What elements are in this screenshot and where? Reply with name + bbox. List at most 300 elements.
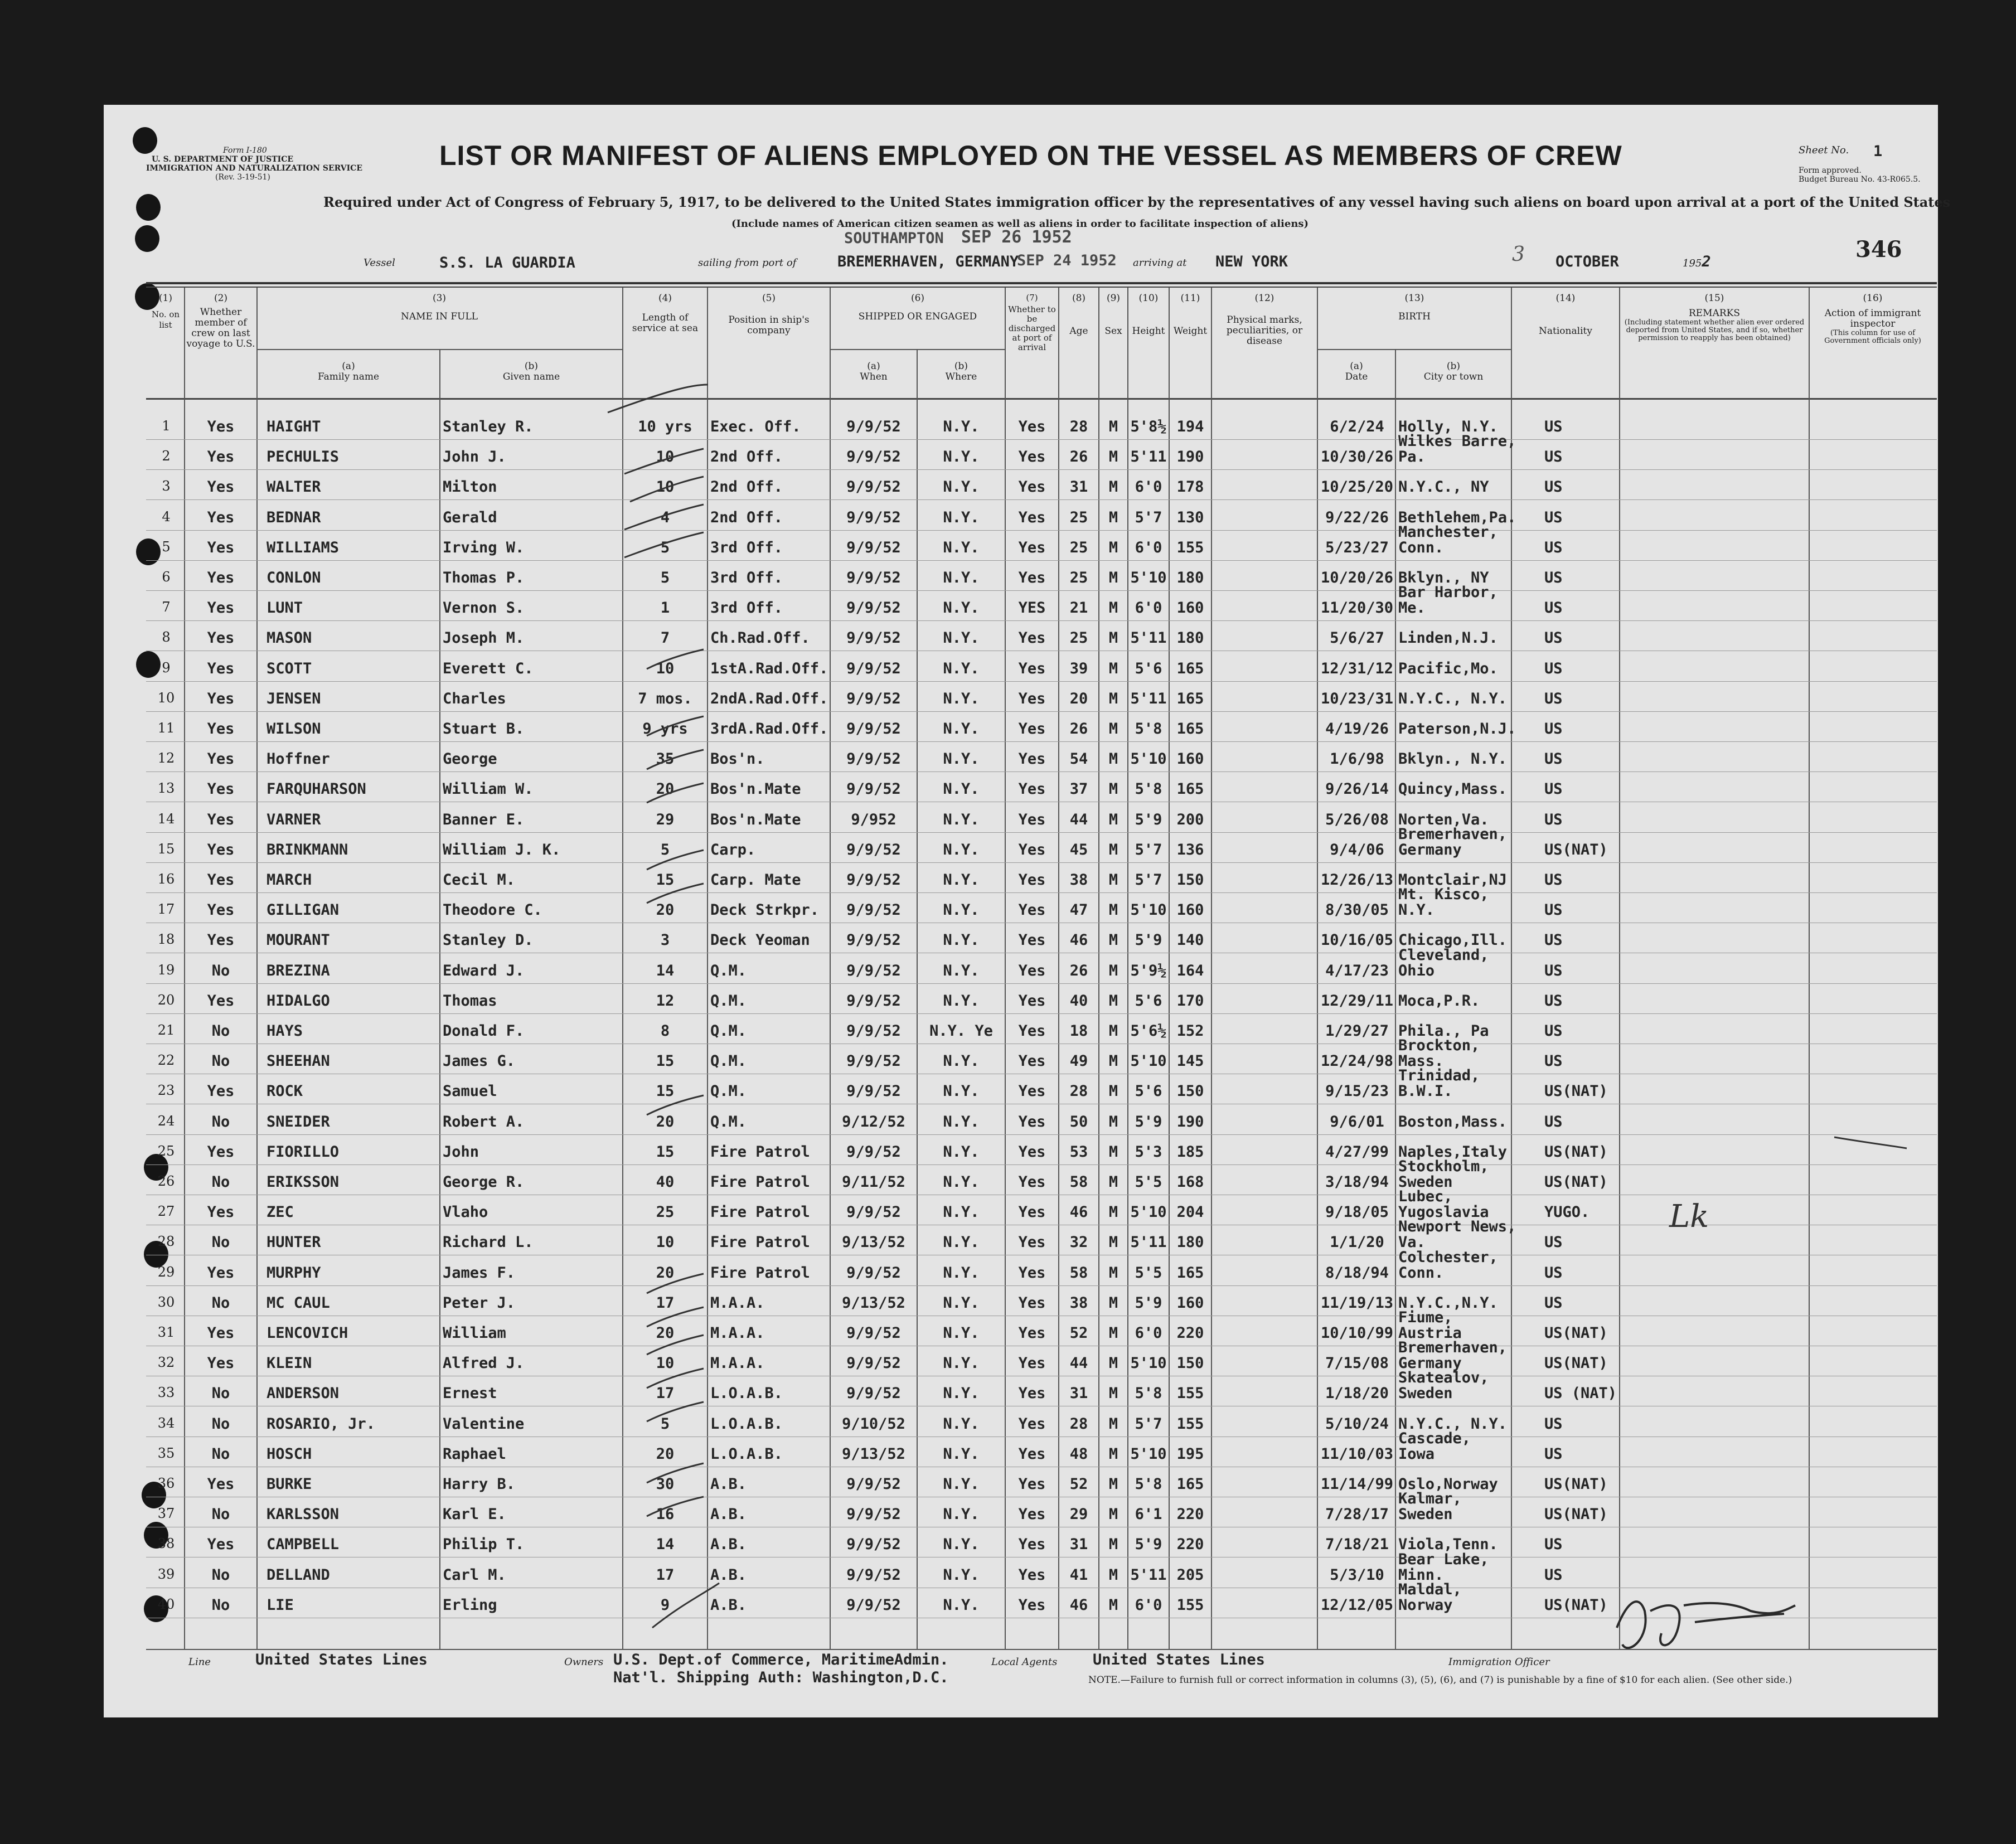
col6a-title: When <box>860 371 888 382</box>
col3-title: NAME IN FULL <box>400 311 478 322</box>
nationality-cell: YUGO. <box>1544 1204 1590 1221</box>
given-name-cell: Alfred J. <box>443 1355 525 1372</box>
sex-cell: M <box>1108 448 1118 465</box>
col3b-number: (b) <box>524 361 539 372</box>
position-cell: M.A.A. <box>710 1355 765 1372</box>
departure-stamp-date: SEP 26 1952 <box>961 227 1072 247</box>
row-number: 20 <box>157 992 175 1008</box>
service-length-cell: 20 <box>656 1445 675 1463</box>
given-name-cell: Thomas P. <box>443 569 525 586</box>
birth-city-upper-cell: Trinidad, <box>1398 1067 1480 1084</box>
birth-city-cell: N.Y. <box>1398 901 1435 919</box>
nationality-cell: US(NAT) <box>1544 1506 1608 1523</box>
service-length-cell: 20 <box>656 901 675 919</box>
age-cell: 28 <box>1069 1083 1088 1100</box>
shipped-where-cell: N.Y. <box>943 629 980 647</box>
col7-number: (7) <box>1026 293 1038 303</box>
birth-date-cell: 10/10/99 <box>1320 1324 1394 1342</box>
service-length-cell: 9 <box>660 1596 670 1614</box>
shipped-where-cell: N.Y. <box>943 901 980 919</box>
col8-title: Age <box>1069 326 1088 337</box>
birth-city-cell: N.Y.C., N.Y. <box>1398 1415 1508 1433</box>
shipped-when-cell: 9/9/52 <box>846 1476 901 1493</box>
col6-title: SHIPPED OR ENGAGED <box>858 311 977 322</box>
discharge-cell: Yes <box>1018 478 1046 496</box>
agents-value: United States Lines <box>1093 1651 1265 1668</box>
shipped-where-cell: N.Y. <box>943 1204 980 1221</box>
discharge-cell: Yes <box>1018 1052 1046 1070</box>
age-cell: 28 <box>1069 1415 1088 1433</box>
shipped-when-cell: 9/9/52 <box>846 599 901 617</box>
nationality-cell: US(NAT) <box>1544 1083 1608 1100</box>
prev-voyage-cell: No <box>211 1052 230 1070</box>
shipped-when-cell: 9/10/52 <box>842 1415 905 1433</box>
age-cell: 49 <box>1069 1052 1088 1070</box>
weight-cell: 180 <box>1176 629 1204 647</box>
age-cell: 21 <box>1069 599 1088 617</box>
col2-title: Whether member of crew on last voyage to U.S. <box>186 307 255 350</box>
height-cell: 5'10 <box>1130 1355 1167 1372</box>
given-name-cell: Stanley D. <box>443 931 534 949</box>
weight-cell: 168 <box>1176 1173 1204 1191</box>
service-length-cell: 5 <box>660 569 670 586</box>
prev-voyage-cell: Yes <box>207 1143 235 1161</box>
col13b-number: (b) <box>1446 361 1461 372</box>
sex-cell: M <box>1108 539 1118 556</box>
row-number: 11 <box>157 720 175 736</box>
birth-city-cell: Germany <box>1398 841 1462 858</box>
position-cell: L.O.A.B. <box>710 1385 783 1402</box>
shipped-where-cell: N.Y. <box>943 1324 980 1342</box>
prev-voyage-cell: Yes <box>207 841 235 858</box>
shipped-where-cell: N.Y. <box>943 841 980 858</box>
sex-cell: M <box>1108 660 1118 677</box>
prev-voyage-cell: Yes <box>207 660 235 677</box>
nationality-cell: US(NAT) <box>1544 1324 1608 1342</box>
family-name-cell: LENCOVICH <box>266 1324 348 1342</box>
col15-number: (15) <box>1704 293 1724 304</box>
discharge-cell: Yes <box>1018 1324 1046 1342</box>
shipped-when-cell: 9/952 <box>851 811 896 828</box>
shipped-where-cell: N.Y. <box>943 1294 980 1312</box>
line-value: United States Lines <box>255 1651 428 1668</box>
weight-cell: 190 <box>1176 1113 1204 1130</box>
col13b-title: City or town <box>1423 371 1484 382</box>
row-number: 19 <box>157 962 175 978</box>
arrival-day: 3 <box>1512 243 1525 266</box>
age-cell: 41 <box>1069 1566 1088 1584</box>
owners-value-line2: Nat'l. Shipping Auth: Washington,D.C. <box>613 1669 949 1686</box>
birth-city-cell: Va. <box>1398 1234 1426 1251</box>
prev-voyage-cell: Yes <box>207 1536 235 1553</box>
sex-cell: M <box>1108 1264 1118 1282</box>
discharge-cell: Yes <box>1018 690 1046 707</box>
prev-voyage-cell: Yes <box>207 448 235 465</box>
given-name-cell: Samuel <box>443 1083 497 1100</box>
discharge-cell: Yes <box>1018 931 1046 949</box>
age-cell: 20 <box>1069 690 1088 707</box>
discharge-cell: Yes <box>1018 1264 1046 1282</box>
nationality-cell: US(NAT) <box>1544 1596 1608 1614</box>
shipped-where-cell: N.Y. <box>943 1234 980 1251</box>
birth-date-cell: 12/29/11 <box>1320 992 1394 1010</box>
prev-voyage-cell: No <box>211 1596 230 1614</box>
nationality-cell: US <box>1544 1264 1563 1282</box>
row-number: 31 <box>157 1324 175 1340</box>
family-name-cell: HOSCH <box>266 1445 312 1463</box>
family-name-cell: SCOTT <box>266 660 312 677</box>
birth-city-cell: Boston,Mass. <box>1398 1113 1508 1130</box>
birth-city-cell: Sweden <box>1398 1506 1453 1523</box>
given-name-cell: Philip T. <box>443 1536 525 1553</box>
position-cell: Q.M. <box>710 1113 747 1130</box>
given-name-cell: Vernon S. <box>443 599 525 617</box>
sex-cell: M <box>1108 1445 1118 1463</box>
position-cell: 3rd Off. <box>710 569 783 586</box>
prev-voyage-cell: Yes <box>207 569 235 586</box>
row-number: 16 <box>157 871 175 887</box>
height-cell: 5'10 <box>1130 569 1167 586</box>
shipped-when-cell: 9/9/52 <box>846 750 901 768</box>
birth-date-cell: 9/15/23 <box>1325 1083 1389 1100</box>
shipped-where-cell: N.Y. <box>943 478 980 496</box>
discharge-cell: Yes <box>1018 811 1046 828</box>
birth-city-cell: Viola,Tenn. <box>1398 1536 1498 1553</box>
col12-number: (12) <box>1254 293 1274 304</box>
col8-number: (8) <box>1072 293 1086 304</box>
shipped-when-cell: 9/9/52 <box>846 1566 901 1584</box>
birth-city-upper-cell: Mt. Kisco, <box>1398 886 1489 903</box>
service-length-cell: 10 <box>656 1234 675 1251</box>
weight-cell: 185 <box>1176 1143 1204 1161</box>
age-cell: 45 <box>1069 841 1088 858</box>
given-name-cell: Carl M. <box>443 1566 506 1584</box>
birth-date-cell: 8/18/94 <box>1325 1264 1389 1282</box>
shipped-where-cell: N.Y. <box>943 1596 980 1614</box>
row-number: 26 <box>157 1173 175 1189</box>
shipped-where-cell: N.Y. <box>943 1385 980 1402</box>
birth-date-cell: 5/6/27 <box>1330 629 1384 647</box>
birth-city-cell: Austria <box>1398 1324 1462 1342</box>
shipped-when-cell: 9/9/52 <box>846 1506 901 1523</box>
discharge-cell: Yes <box>1018 720 1046 737</box>
height-cell: 5'8½ <box>1130 418 1167 435</box>
birth-date-cell: 4/17/23 <box>1325 962 1389 979</box>
row-number: 32 <box>157 1355 175 1370</box>
shipped-where-cell: N.Y. <box>943 1143 980 1161</box>
birth-city-cell: Bethlehem,Pa. <box>1398 509 1516 526</box>
shipped-where-cell: N.Y. <box>943 1355 980 1372</box>
prev-voyage-cell: Yes <box>207 509 235 526</box>
service-length-cell: 30 <box>656 1476 675 1493</box>
birth-city-upper-cell: Colchester, <box>1398 1249 1498 1266</box>
row-number: 22 <box>157 1052 175 1068</box>
weight-cell: 164 <box>1176 962 1204 979</box>
vessel-label: Vessel <box>364 257 395 269</box>
row-number: 18 <box>157 931 175 947</box>
family-name-cell: KARLSSON <box>266 1506 340 1523</box>
revision-line: (Rev. 3-19-51) <box>215 173 270 182</box>
sex-cell: M <box>1108 1022 1118 1040</box>
discharge-cell: Yes <box>1018 1173 1046 1191</box>
discharge-cell: Yes <box>1018 1596 1046 1614</box>
prev-voyage-cell: Yes <box>207 418 235 435</box>
nationality-cell: US <box>1544 901 1563 919</box>
nationality-cell: US <box>1544 931 1563 949</box>
position-cell: 3rdA.Rad.Off. <box>710 720 828 737</box>
discharge-cell: Yes <box>1018 780 1046 798</box>
birth-city-cell: Linden,N.J. <box>1398 629 1498 647</box>
birth-date-cell: 12/31/12 <box>1320 660 1394 677</box>
shipped-where-cell: N.Y. <box>943 448 980 465</box>
given-name-cell: Charles <box>443 690 506 707</box>
shipped-where-cell: N.Y. <box>943 509 980 526</box>
age-cell: 32 <box>1069 1234 1088 1251</box>
nationality-cell: US <box>1544 1445 1563 1463</box>
service-length-cell: 10 <box>656 448 675 465</box>
col6-number: (6) <box>910 293 925 304</box>
age-cell: 31 <box>1069 478 1088 496</box>
weight-cell: 150 <box>1176 871 1204 889</box>
position-cell: Q.M. <box>710 1052 747 1070</box>
given-name-cell: George <box>443 750 497 768</box>
age-cell: 58 <box>1069 1173 1088 1191</box>
col7-title: Whether to be discharged at port of arrival <box>1008 304 1056 352</box>
family-name-cell: HIDALGO <box>266 992 330 1010</box>
nationality-cell: US <box>1544 720 1563 737</box>
department-line: U. S. DEPARTMENT OF JUSTICE <box>152 155 294 164</box>
service-length-cell: 12 <box>656 992 675 1010</box>
nationality-cell: US <box>1544 871 1563 889</box>
row-number: 30 <box>157 1294 175 1310</box>
discharge-cell: Yes <box>1018 841 1046 858</box>
shipped-where-cell: N.Y. <box>943 720 980 737</box>
height-cell: 5'9½ <box>1130 962 1167 979</box>
arrival-month: OCTOBER <box>1555 253 1619 270</box>
birth-date-cell: 10/23/31 <box>1320 690 1394 707</box>
nationality-cell: US <box>1544 448 1563 465</box>
weight-cell: 165 <box>1176 660 1204 677</box>
service-length-cell: 16 <box>656 1506 675 1523</box>
age-cell: 25 <box>1069 629 1088 647</box>
service-length-cell: 8 <box>660 1022 670 1040</box>
shipped-where-cell: N.Y. <box>943 539 980 556</box>
height-cell: 5'9 <box>1135 1294 1162 1312</box>
height-cell: 5'11 <box>1130 1566 1167 1584</box>
birth-city-upper-cell: Maldal, <box>1398 1581 1462 1598</box>
age-cell: 58 <box>1069 1264 1088 1282</box>
col9-number: (9) <box>1106 293 1121 304</box>
col6a-number: (a) <box>867 361 880 372</box>
prev-voyage-cell: Yes <box>207 1355 235 1372</box>
birth-city-upper-cell: Manchester, <box>1398 523 1498 541</box>
family-name-cell: MARCH <box>266 871 312 889</box>
nationality-cell: US <box>1544 629 1563 647</box>
col10-title: Height <box>1132 326 1165 337</box>
service-length-cell: 17 <box>656 1294 675 1312</box>
nationality-cell: US <box>1544 750 1563 768</box>
position-cell: Q.M. <box>710 962 747 979</box>
form-number: Form I-180 <box>223 146 267 155</box>
agents-label: Local Agents <box>991 1656 1058 1668</box>
family-name-cell: ROCK <box>266 1083 303 1100</box>
position-cell: 2nd Off. <box>710 509 783 526</box>
nationality-cell: US <box>1544 1052 1563 1070</box>
prev-voyage-cell: Yes <box>207 780 235 798</box>
col12-title: Physical marks, peculiarities, or disease <box>1226 314 1303 347</box>
family-name-cell: VARNER <box>266 811 321 828</box>
sex-cell: M <box>1108 509 1118 526</box>
birth-city-cell: Sweden <box>1398 1385 1453 1402</box>
family-name-cell: MOURANT <box>266 931 330 949</box>
nationality-cell: US <box>1544 1022 1563 1040</box>
shipped-where-cell: N.Y. <box>943 1083 980 1100</box>
weight-cell: 160 <box>1176 901 1204 919</box>
sex-cell: M <box>1108 901 1118 919</box>
shipped-when-cell: 9/11/52 <box>842 1173 905 1191</box>
row-number: 12 <box>157 750 175 766</box>
birth-city-cell: N.Y.C., N.Y. <box>1398 690 1508 707</box>
nationality-cell: US <box>1544 478 1563 496</box>
discharge-cell: Yes <box>1018 1294 1046 1312</box>
position-cell: A.B. <box>710 1596 747 1614</box>
sex-cell: M <box>1108 1052 1118 1070</box>
position-cell: 3rd Off. <box>710 539 783 556</box>
prev-voyage-cell: Yes <box>207 1324 235 1342</box>
height-cell: 5'11 <box>1130 1234 1167 1251</box>
birth-city-cell: Conn. <box>1398 1264 1444 1282</box>
nationality-cell: US <box>1544 690 1563 707</box>
birth-date-cell: 11/10/03 <box>1320 1445 1394 1463</box>
nationality-cell: US <box>1544 599 1563 617</box>
position-cell: A.B. <box>710 1506 747 1523</box>
prev-voyage-cell: Yes <box>207 599 235 617</box>
birth-city-upper-cell: Lubec, <box>1398 1188 1453 1205</box>
row-number: 21 <box>157 1022 175 1038</box>
position-cell: Q.M. <box>710 1022 747 1040</box>
birth-date-cell: 10/25/20 <box>1320 478 1394 496</box>
family-name-cell: DELLAND <box>266 1566 330 1584</box>
family-name-cell: FIORILLO <box>266 1143 340 1161</box>
shipped-where-cell: N.Y. <box>943 1052 980 1070</box>
row-number: 10 <box>157 690 175 706</box>
sex-cell: M <box>1108 931 1118 949</box>
prev-voyage-cell: Yes <box>207 811 235 828</box>
page-number: 346 <box>1855 236 1902 263</box>
col13a-number: (a) <box>1350 361 1363 372</box>
shipped-when-cell: 9/13/52 <box>842 1445 905 1463</box>
sex-cell: M <box>1108 1234 1118 1251</box>
height-cell: 5'9 <box>1135 931 1162 949</box>
shipped-when-cell: 9/9/52 <box>846 931 901 949</box>
sex-cell: M <box>1108 599 1118 617</box>
given-name-cell: Valentine <box>443 1415 525 1433</box>
birth-city-cell: Naples,Italy <box>1398 1143 1508 1161</box>
shipped-where-cell: N.Y. <box>943 1476 980 1493</box>
col1-title: No. on list <box>151 309 180 330</box>
given-name-cell: Stanley R. <box>443 418 534 435</box>
row-number: 2 <box>162 448 171 464</box>
col6b-number: (b) <box>954 361 968 372</box>
discharge-cell: Yes <box>1018 1083 1046 1100</box>
sex-cell: M <box>1108 962 1118 979</box>
birth-city-upper-cell: Kalmar, <box>1398 1490 1462 1507</box>
shipped-where-cell: N.Y. <box>943 1536 980 1553</box>
discharge-cell: Yes <box>1018 660 1046 677</box>
birth-city-cell: Pacific,Mo. <box>1398 660 1498 677</box>
birth-city-upper-cell: Cascade, <box>1398 1430 1471 1447</box>
line-label: Line <box>188 1656 211 1668</box>
row-number: 4 <box>162 509 171 525</box>
given-name-cell: Karl E. <box>443 1506 506 1523</box>
prev-voyage-cell: Yes <box>207 629 235 647</box>
age-cell: 38 <box>1069 871 1088 889</box>
shipped-where-cell: N.Y. <box>943 750 980 768</box>
family-name-cell: ROSARIO, Jr. <box>266 1415 376 1433</box>
shipped-when-cell: 9/9/52 <box>846 1022 901 1040</box>
height-cell: 5'5 <box>1135 1173 1162 1191</box>
departure-stamp-port: SOUTHAMPTON <box>844 230 944 247</box>
weight-cell: 165 <box>1176 690 1204 707</box>
sex-cell: M <box>1108 1113 1118 1130</box>
discharge-cell: Yes <box>1018 1566 1046 1584</box>
position-cell: Fire Patrol <box>710 1173 810 1191</box>
family-name-cell: ANDERSON <box>266 1385 340 1402</box>
weight-cell: 155 <box>1176 1385 1204 1402</box>
prev-voyage-cell: Yes <box>207 690 235 707</box>
position-cell: A.B. <box>710 1536 747 1553</box>
height-cell: 5'10 <box>1130 1445 1167 1463</box>
given-name-cell: Banner E. <box>443 811 525 828</box>
age-cell: 44 <box>1069 811 1088 828</box>
service-length-cell: 15 <box>656 1052 675 1070</box>
service-length-cell: 15 <box>656 1143 675 1161</box>
position-cell: Carp. Mate <box>710 871 801 889</box>
height-cell: 5'9 <box>1135 811 1162 828</box>
prev-voyage-cell: No <box>211 1022 230 1040</box>
shipped-when-cell: 9/9/52 <box>846 1324 901 1342</box>
prev-voyage-cell: Yes <box>207 1083 235 1100</box>
position-cell: Q.M. <box>710 992 747 1010</box>
position-cell: Q.M. <box>710 1083 747 1100</box>
sex-cell: M <box>1108 1506 1118 1523</box>
position-cell: Deck Yeoman <box>710 931 810 949</box>
col15-note: (Including statement whether alien ever ordered deported from United States, and if so, whether permission to reapply has been obtained) <box>1624 318 1805 342</box>
nationality-cell: US <box>1544 1234 1563 1251</box>
service-length-cell: 17 <box>656 1566 675 1584</box>
birth-city-cell: N.Y.C., NY <box>1398 478 1489 496</box>
sex-cell: M <box>1108 629 1118 647</box>
given-name-cell: James F. <box>443 1264 516 1282</box>
weight-cell: 155 <box>1176 539 1204 556</box>
weight-cell: 180 <box>1176 569 1204 586</box>
nationality-cell: US(NAT) <box>1544 1476 1608 1493</box>
service-length-cell: 3 <box>660 931 670 949</box>
shipped-when-cell: 9/9/52 <box>846 690 901 707</box>
shipped-when-cell: 9/9/52 <box>846 629 901 647</box>
age-cell: 48 <box>1069 1445 1088 1463</box>
height-cell: 5'10 <box>1130 901 1167 919</box>
col3-number: (3) <box>432 293 447 304</box>
nationality-cell: US <box>1544 660 1563 677</box>
approval-line: Form approved. <box>1799 166 1862 175</box>
family-name-cell: MC CAUL <box>266 1294 330 1312</box>
service-length-cell: 17 <box>656 1385 675 1402</box>
height-cell: 5'6 <box>1135 1083 1162 1100</box>
sailing-date: SEP 24 1952 <box>1017 252 1117 269</box>
service-length-cell: 5 <box>660 841 670 858</box>
birth-city-upper-cell: Bremerhaven, <box>1398 826 1508 843</box>
